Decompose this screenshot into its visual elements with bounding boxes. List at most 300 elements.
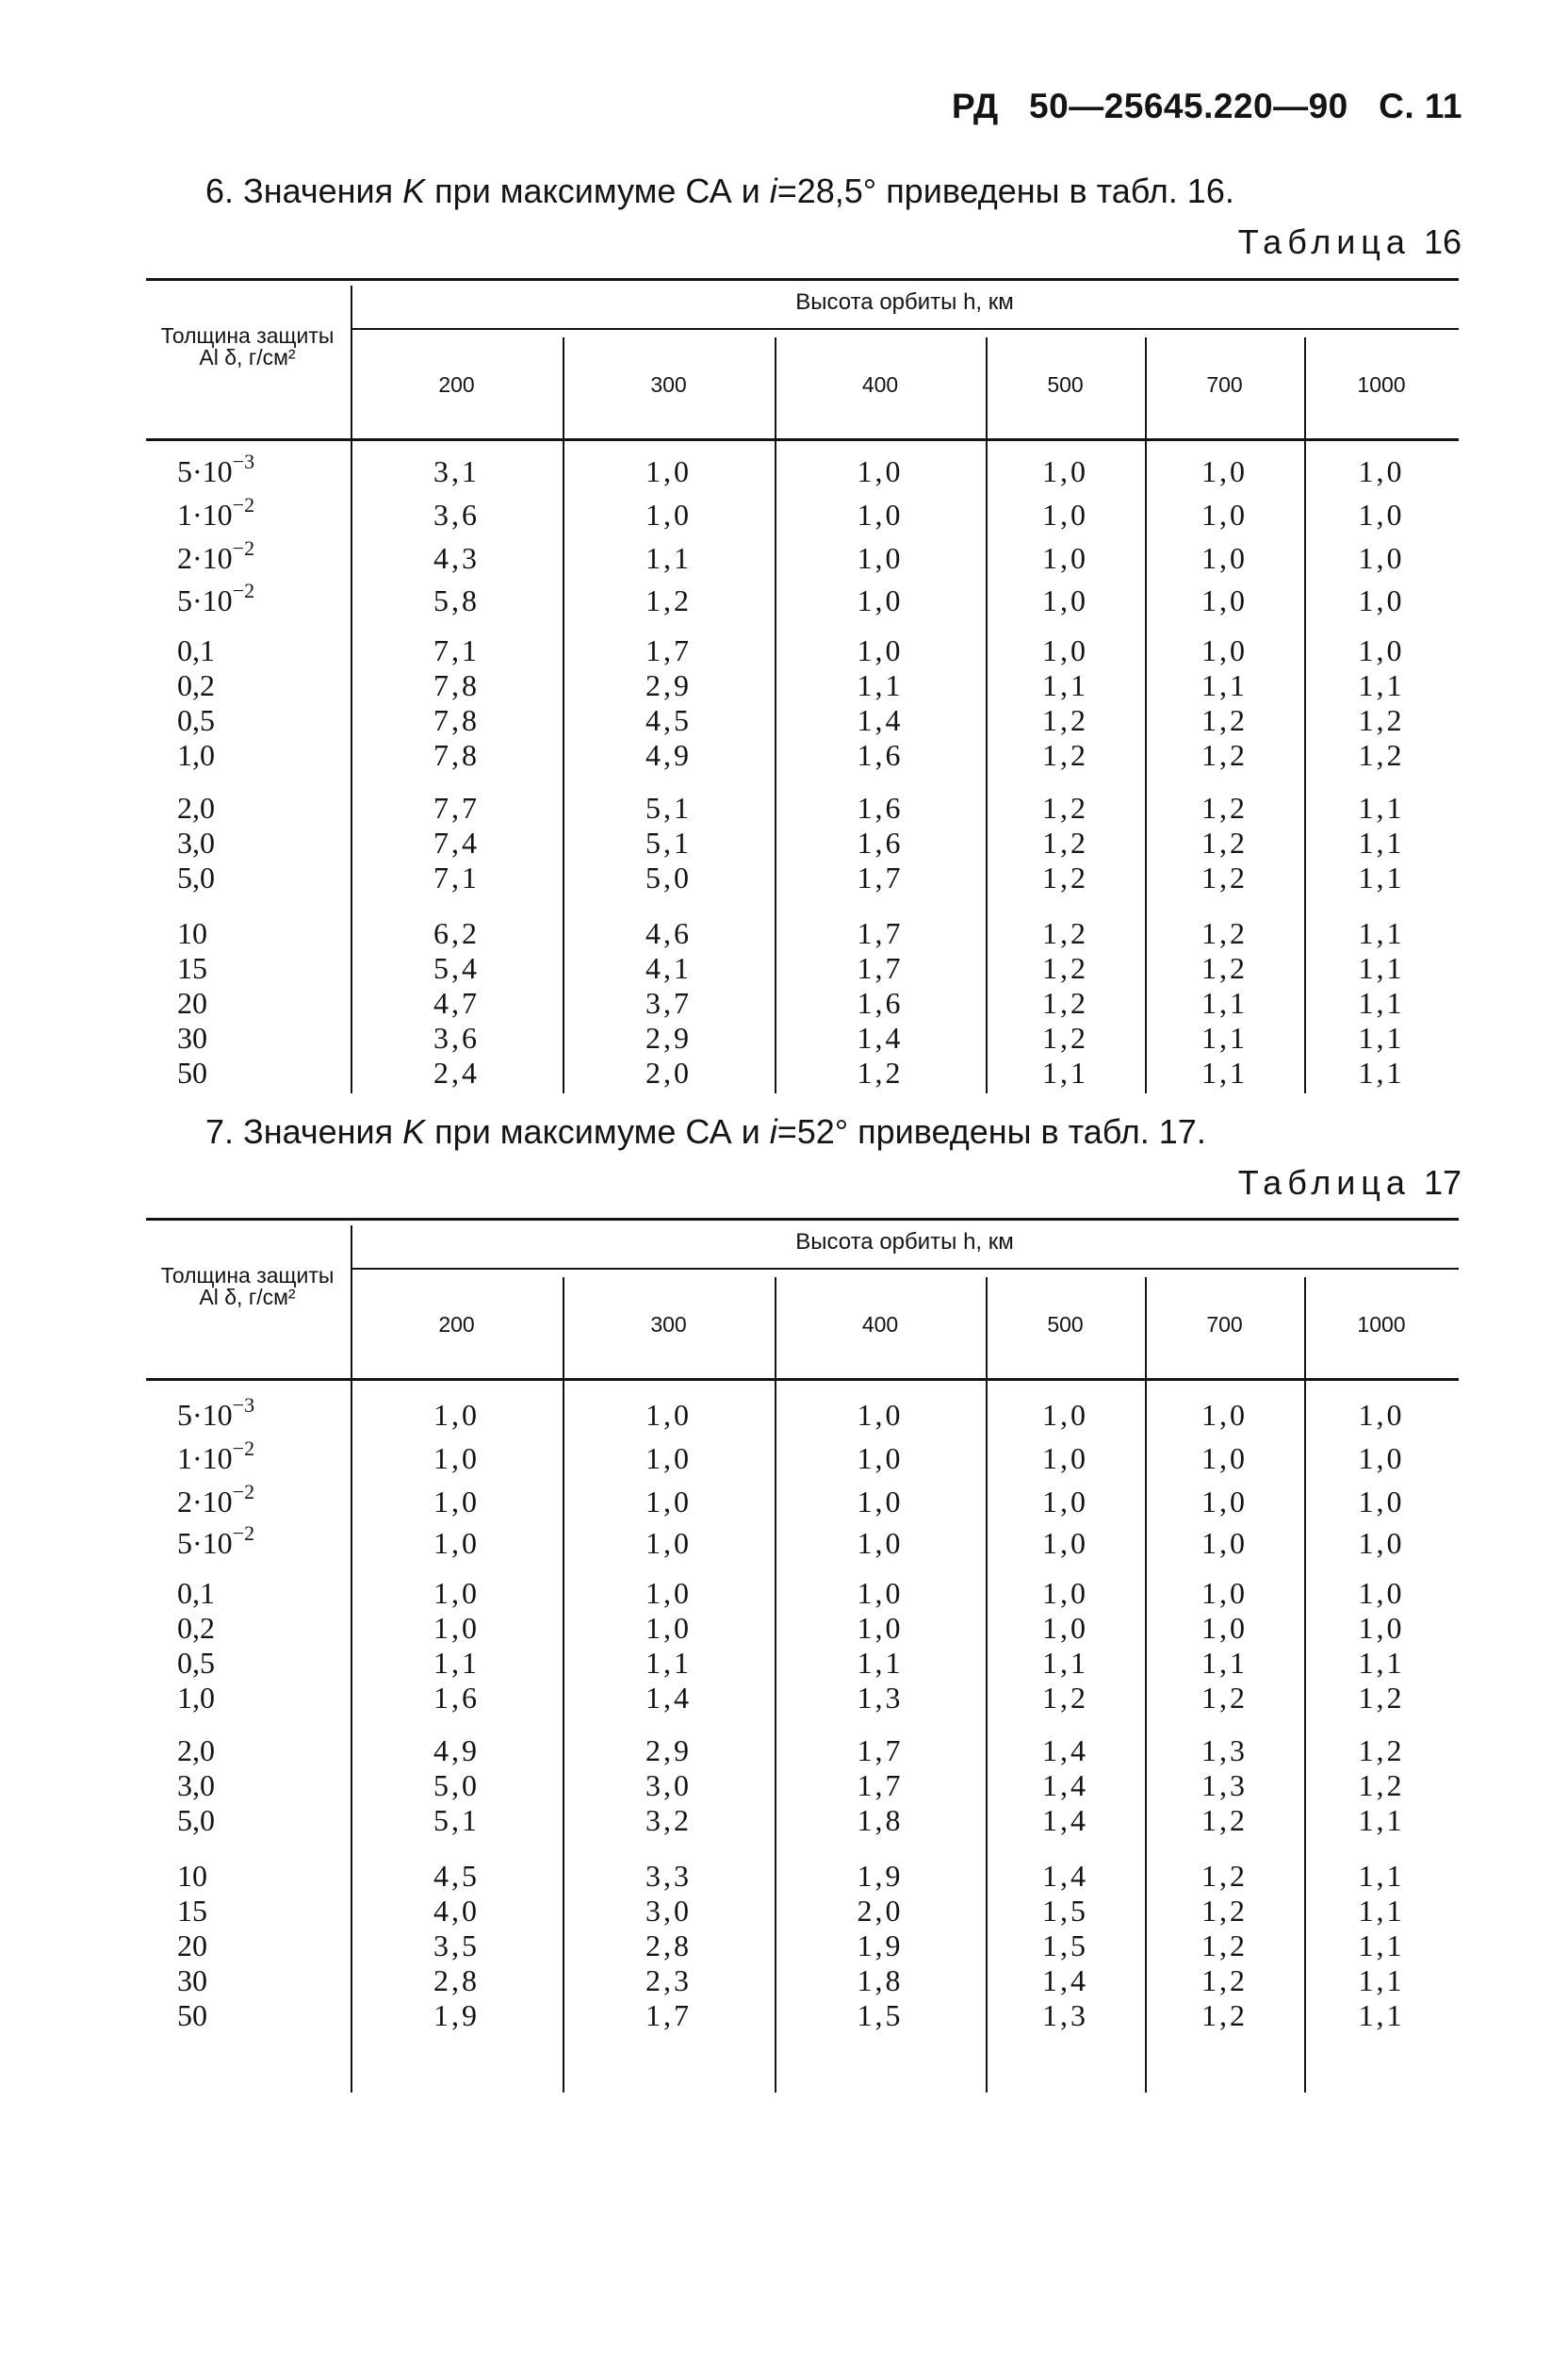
column-header: 200 — [438, 1312, 475, 1337]
table-caption — [1238, 222, 1462, 262]
table-cell: 1,0 — [433, 1441, 480, 1475]
table-cell: 1,1 — [1042, 1646, 1088, 1680]
table-cell: 1,1 — [1201, 1646, 1248, 1680]
row-label-mantissa: 15 — [177, 1894, 207, 1928]
row-label — [177, 1521, 255, 1560]
row-label-mantissa: 1·10 — [177, 1441, 233, 1475]
table-cell: 1,0 — [857, 1441, 904, 1475]
table-cell: 1,1 — [1358, 1803, 1405, 1837]
row-label-mantissa: 5·10 — [177, 1398, 233, 1432]
table-cell: 1,6 — [857, 826, 904, 860]
table-cell: 2,8 — [433, 1963, 480, 1997]
table-cell: 1,7 — [857, 916, 904, 950]
table-cell: 4,5 — [645, 703, 692, 737]
table-cell: 1,2 — [1042, 703, 1088, 737]
table-cell: 1,0 — [857, 1485, 904, 1518]
caption-word: Таблица — [1237, 222, 1411, 261]
row-label — [177, 1393, 255, 1432]
table-cell: 3,2 — [645, 1803, 692, 1837]
table-cell: 1,0 — [433, 1398, 480, 1432]
table-cell: 1,5 — [857, 1998, 904, 2032]
row-label — [177, 1768, 215, 1802]
row-label-mantissa: 5·10 — [177, 454, 233, 488]
table-cell: 2,9 — [645, 1733, 692, 1767]
table-cell: 1,2 — [1358, 703, 1405, 737]
table-cell: 1,2 — [1201, 791, 1248, 825]
table-cell: 1,4 — [1042, 1733, 1088, 1767]
table-cell: 1,0 — [1201, 1526, 1248, 1560]
table-cell: 1,0 — [1042, 541, 1088, 575]
table-cell: 1,3 — [1201, 1733, 1248, 1767]
table-cell: 1,0 — [1358, 1441, 1405, 1475]
table-top-rule — [146, 1218, 1459, 1221]
table-cell: 1,0 — [1042, 454, 1088, 488]
table-cell: 1,1 — [1358, 791, 1405, 825]
row-label-mantissa: 1,0 — [177, 1681, 215, 1715]
table-cell: 3,0 — [645, 1894, 692, 1928]
row-label-exponent: −2 — [232, 536, 255, 561]
table-cell: 1,2 — [1358, 1768, 1405, 1802]
table-cell: 1,1 — [433, 1646, 480, 1680]
table-cell: 1,0 — [433, 1485, 480, 1518]
row-label-mantissa: 0,5 — [177, 1646, 215, 1680]
table-cell: 1,7 — [645, 633, 692, 667]
table-cell: 1,1 — [1358, 1894, 1405, 1928]
row-label-mantissa: 5,0 — [177, 861, 215, 895]
paragraph-6 — [205, 172, 1234, 211]
para-suffix: =52° приведены в табл. 17. — [776, 1112, 1206, 1151]
table-cell: 4,3 — [433, 541, 480, 575]
table-cell: 5,1 — [645, 826, 692, 860]
table-cell: 5,8 — [433, 583, 480, 617]
table-cell: 1,0 — [1358, 583, 1405, 617]
table-cell: 4,9 — [433, 1733, 480, 1767]
row-label — [177, 1436, 255, 1475]
table-cell: 1,8 — [857, 1963, 904, 1997]
table-cell: 1,0 — [1201, 583, 1248, 617]
row-label — [177, 1480, 255, 1518]
row-label-mantissa: 2·10 — [177, 541, 233, 575]
row-label — [177, 1859, 207, 1893]
row-label-mantissa: 10 — [177, 916, 207, 950]
table-cell: 1,0 — [1358, 1611, 1405, 1645]
row-label-mantissa: 0,1 — [177, 633, 215, 667]
table-cell: 1,4 — [1042, 1859, 1088, 1893]
table-cell: 2,9 — [645, 1021, 692, 1055]
row-label — [177, 633, 215, 667]
row-label-mantissa: 10 — [177, 1859, 207, 1893]
column-header: 500 — [1047, 372, 1084, 397]
table-cell: 1,0 — [1201, 541, 1248, 575]
para-suffix: =28,5° приведены в табл. 16. — [776, 172, 1234, 210]
table-cell: 1,0 — [1042, 1441, 1088, 1475]
table-cell: 1,0 — [645, 498, 692, 532]
table-cell: 1,1 — [1358, 916, 1405, 950]
table-cell: 1,2 — [1042, 986, 1088, 1020]
table-cell: 1,7 — [645, 1998, 692, 2032]
column-rule — [1304, 1277, 1306, 2093]
table-cell: 7,1 — [433, 861, 480, 895]
group-header-rule — [351, 328, 1459, 330]
table-cell: 7,1 — [433, 633, 480, 667]
table-cell: 1,5 — [1042, 1929, 1088, 1962]
table-cell: 1,0 — [857, 454, 904, 488]
table-cell: 1,0 — [433, 1526, 480, 1560]
table-caption — [1238, 1163, 1462, 1203]
column-rule — [1145, 1277, 1147, 2093]
table-cell: 1,1 — [645, 1646, 692, 1680]
table-cell: 1,1 — [1201, 668, 1248, 702]
row-label-mantissa: 2·10 — [177, 1485, 233, 1518]
table-cell: 1,4 — [857, 1021, 904, 1055]
table-cell: 1,1 — [645, 541, 692, 575]
page-header: РД 50—25645.220—90 С. 11 — [952, 87, 1462, 125]
table-cell: 1,2 — [1042, 951, 1088, 985]
table-cell: 1,0 — [1358, 454, 1405, 488]
row-label-mantissa: 2,0 — [177, 791, 215, 825]
table-cell: 3,0 — [645, 1768, 692, 1802]
table-cell: 1,1 — [1201, 1021, 1248, 1055]
table-cell: 1,1 — [857, 1646, 904, 1680]
column-header: 200 — [438, 372, 475, 397]
table-cell: 1,1 — [1358, 1021, 1405, 1055]
table-cell: 3,3 — [645, 1859, 692, 1893]
table-cell: 1,1 — [1358, 1963, 1405, 1997]
row-label — [177, 861, 215, 895]
table-cell: 1,2 — [1201, 1803, 1248, 1837]
table-cell: 1,0 — [1201, 1485, 1248, 1518]
table-cell: 1,6 — [433, 1681, 480, 1715]
row-label — [177, 1056, 207, 1090]
table-cell: 1,2 — [1201, 1998, 1248, 2032]
table-cell: 1,6 — [857, 738, 904, 772]
table-cell: 1,3 — [1201, 1768, 1248, 1802]
column-rule — [563, 337, 564, 1093]
row-label — [177, 1021, 207, 1055]
table-cell: 1,0 — [433, 1611, 480, 1645]
column-header: 1000 — [1357, 372, 1406, 397]
table-cell: 1,1 — [1358, 1056, 1405, 1090]
table-cell: 1,0 — [1201, 498, 1248, 532]
var-i: i — [769, 1112, 777, 1151]
para-mid: при максимуме СА и — [425, 172, 770, 210]
row-label-exponent: −3 — [232, 1393, 255, 1418]
table-cell: 1,2 — [1042, 1021, 1088, 1055]
table-cell: 1,0 — [1201, 1441, 1248, 1475]
table-cell: 2,8 — [645, 1929, 692, 1962]
table-cell: 1,2 — [645, 583, 692, 617]
table-cell: 4,9 — [645, 738, 692, 772]
table-cell: 1,1 — [1358, 1859, 1405, 1893]
table-cell: 2,4 — [433, 1056, 480, 1090]
table-cell: 1,0 — [1201, 633, 1248, 667]
column-rule — [986, 1277, 988, 2093]
row-label-mantissa: 20 — [177, 1929, 207, 1962]
row-label-mantissa: 5·10 — [177, 583, 233, 617]
table-cell: 1,0 — [1358, 1485, 1405, 1518]
table-cell: 1,0 — [1358, 541, 1405, 575]
table-cell: 1,2 — [857, 1056, 904, 1090]
row-label-mantissa: 30 — [177, 1963, 207, 1997]
table-cell: 1,0 — [1042, 1576, 1088, 1610]
table-cell: 1,4 — [857, 703, 904, 737]
row-label-exponent: −2 — [232, 1521, 255, 1546]
table-cell: 1,0 — [1358, 1576, 1405, 1610]
row-label — [177, 916, 207, 950]
table-cell: 1,1 — [1358, 1646, 1405, 1680]
table-cell: 1,2 — [1201, 1963, 1248, 1997]
row-label — [177, 493, 255, 532]
row-label — [177, 738, 215, 772]
thickness-column-rule — [351, 1225, 352, 2093]
table-cell: 1,7 — [857, 1768, 904, 1802]
table-cell: 1,2 — [1201, 703, 1248, 737]
row-label — [177, 1963, 207, 1997]
row-label — [177, 1894, 207, 1928]
row-label-exponent: −2 — [232, 579, 255, 603]
row-label-mantissa: 0,2 — [177, 1611, 215, 1645]
thickness-header: Толщина защиты Al δ, г/см² — [160, 1263, 335, 1309]
table-cell: 4,7 — [433, 986, 480, 1020]
row-label — [177, 1733, 215, 1767]
row-label-mantissa: 3,0 — [177, 1768, 215, 1802]
column-rule — [775, 1277, 776, 2093]
table-cell: 1,2 — [1042, 738, 1088, 772]
row-label — [177, 703, 215, 737]
row-label-mantissa: 1,0 — [177, 738, 215, 772]
row-label-mantissa: 20 — [177, 986, 207, 1020]
row-label — [177, 1611, 215, 1645]
table-cell: 1,1 — [1201, 1056, 1248, 1090]
row-label-mantissa: 3,0 — [177, 826, 215, 860]
table-cell: 1,0 — [645, 1441, 692, 1475]
table-cell: 1,0 — [645, 1398, 692, 1432]
table-cell: 1,0 — [1042, 1526, 1088, 1560]
table-cell: 2,9 — [645, 668, 692, 702]
table-cell: 7,8 — [433, 738, 480, 772]
table-cell: 1,1 — [857, 668, 904, 702]
table-cell: 1,0 — [1201, 1576, 1248, 1610]
row-label — [177, 450, 255, 488]
table-cell: 1,0 — [1358, 498, 1405, 532]
table-cell: 1,4 — [1042, 1768, 1088, 1802]
table-cell: 1,2 — [1358, 738, 1405, 772]
column-header: 300 — [650, 372, 687, 397]
column-header: 700 — [1206, 1312, 1243, 1337]
table-cell: 1,1 — [1358, 1998, 1405, 2032]
table-cell: 5,4 — [433, 951, 480, 985]
table-cell: 1,2 — [1042, 861, 1088, 895]
column-header: 700 — [1206, 372, 1243, 397]
table-cell: 4,1 — [645, 951, 692, 985]
row-label-mantissa: 15 — [177, 951, 207, 985]
row-label-mantissa: 5,0 — [177, 1803, 215, 1837]
column-rule — [775, 337, 776, 1093]
table-cell: 1,2 — [1201, 1894, 1248, 1928]
table-cell: 1,0 — [1042, 633, 1088, 667]
var-k: K — [402, 1112, 426, 1151]
table-cell: 1,0 — [857, 633, 904, 667]
row-label — [177, 986, 207, 1020]
table-cell: 1,1 — [1358, 1929, 1405, 1962]
table-cell: 1,2 — [1042, 826, 1088, 860]
row-label — [177, 1998, 207, 2032]
row-label-mantissa: 5·10 — [177, 1526, 233, 1560]
row-label-mantissa: 0,5 — [177, 703, 215, 737]
row-label — [177, 791, 215, 825]
table-cell: 1,1 — [1042, 1056, 1088, 1090]
column-rule — [1304, 337, 1306, 1093]
orbit-height-header: Высота орбиты h, км — [795, 1229, 1014, 1255]
table-cell: 1,2 — [1042, 916, 1088, 950]
table-cell: 1,2 — [1201, 1681, 1248, 1715]
paragraph-7 — [205, 1112, 1206, 1152]
table-cell: 4,0 — [433, 1894, 480, 1928]
row-label — [177, 1576, 215, 1610]
table-cell: 7,8 — [433, 668, 480, 702]
table-cell: 1,0 — [1042, 1611, 1088, 1645]
table-cell: 1,1 — [1358, 668, 1405, 702]
table-cell: 7,7 — [433, 791, 480, 825]
column-header: 400 — [861, 372, 899, 397]
table-cell: 5,0 — [645, 861, 692, 895]
table-cell: 7,8 — [433, 703, 480, 737]
table-cell: 4,6 — [645, 916, 692, 950]
table-cell: 6,2 — [433, 916, 480, 950]
column-header: 500 — [1047, 1312, 1084, 1337]
row-label — [177, 1646, 215, 1680]
table-cell: 1,1 — [1358, 826, 1405, 860]
table-cell: 3,5 — [433, 1929, 480, 1962]
para-mid: при максимуме СА и — [425, 1112, 770, 1151]
row-label — [177, 951, 207, 985]
table-cell: 1,0 — [857, 541, 904, 575]
table-cell: 1,4 — [1042, 1803, 1088, 1837]
row-label-exponent: −3 — [232, 450, 255, 474]
table-cell: 2,3 — [645, 1963, 692, 1997]
row-label-mantissa: 50 — [177, 1056, 207, 1090]
row-label-exponent: −2 — [232, 493, 255, 517]
row-label-mantissa: 50 — [177, 1998, 207, 2032]
group-header-rule — [351, 1268, 1459, 1270]
para-prefix: 6. Значения — [205, 172, 403, 210]
table-cell: 5,1 — [433, 1803, 480, 1837]
column-rule — [563, 1277, 564, 2093]
table-cell: 1,0 — [1042, 1398, 1088, 1432]
table-cell: 1,0 — [645, 454, 692, 488]
table-cell: 1,0 — [1201, 454, 1248, 488]
orbit-height-header: Высота орбиты h, км — [795, 289, 1014, 315]
table-cell: 1,0 — [645, 1485, 692, 1518]
table-cell: 1,0 — [857, 498, 904, 532]
table-cell: 3,7 — [645, 986, 692, 1020]
row-label — [177, 1681, 215, 1715]
table-cell: 1,6 — [857, 791, 904, 825]
caption-word: Таблица — [1237, 1163, 1411, 1202]
table-cell: 1,0 — [1042, 583, 1088, 617]
table-cell: 1,4 — [1042, 1963, 1088, 1997]
table-cell: 1,0 — [1358, 633, 1405, 667]
table-cell: 5,1 — [645, 791, 692, 825]
row-label — [177, 1929, 207, 1962]
table-cell: 1,2 — [1042, 1681, 1088, 1715]
table-cell: 1,1 — [1358, 951, 1405, 985]
table-cell: 1,2 — [1358, 1733, 1405, 1767]
table-cell: 1,1 — [1358, 986, 1405, 1020]
column-rule — [1145, 337, 1147, 1093]
table-cell: 1,0 — [645, 1576, 692, 1610]
table-cell: 1,0 — [857, 583, 904, 617]
table-cell: 1,0 — [1201, 1611, 1248, 1645]
table-cell: 1,0 — [857, 1526, 904, 1560]
table-cell: 1,7 — [857, 1733, 904, 1767]
row-label-exponent: −2 — [232, 1436, 255, 1461]
para-prefix: 7. Значения — [205, 1112, 403, 1151]
table-cell: 1,0 — [645, 1611, 692, 1645]
table-cell: 3,6 — [433, 498, 480, 532]
var-k: K — [402, 172, 426, 210]
row-label-exponent: −2 — [232, 1480, 255, 1504]
table-cell: 3,1 — [433, 454, 480, 488]
table-cell: 1,5 — [1042, 1894, 1088, 1928]
header-bottom-rule — [146, 1378, 1459, 1381]
column-header: 300 — [650, 1312, 687, 1337]
var-i: i — [769, 172, 777, 210]
table-cell: 1,2 — [1201, 951, 1248, 985]
table-cell: 1,2 — [1358, 1681, 1405, 1715]
table-cell: 1,0 — [857, 1611, 904, 1645]
table-cell: 1,0 — [1358, 1398, 1405, 1432]
thickness-column-rule — [351, 286, 352, 1093]
table-cell: 2,0 — [857, 1894, 904, 1928]
row-label — [177, 536, 255, 575]
row-label — [177, 1803, 215, 1837]
table-cell: 5,0 — [433, 1768, 480, 1802]
table-cell: 1,0 — [857, 1576, 904, 1610]
table-cell: 1,6 — [857, 986, 904, 1020]
table-cell: 1,1 — [1358, 861, 1405, 895]
table-cell: 1,7 — [857, 861, 904, 895]
table-cell: 1,2 — [1042, 791, 1088, 825]
row-label-mantissa: 0,1 — [177, 1576, 215, 1610]
table-cell: 1,3 — [1042, 1998, 1088, 2032]
table-cell: 1,1 — [1201, 986, 1248, 1020]
table-cell: 3,6 — [433, 1021, 480, 1055]
table-cell: 1,2 — [1201, 738, 1248, 772]
table-cell: 1,2 — [1201, 916, 1248, 950]
row-label — [177, 826, 215, 860]
table-cell: 1,0 — [1042, 1485, 1088, 1518]
row-label-mantissa: 1·10 — [177, 498, 233, 532]
table-cell: 1,3 — [857, 1681, 904, 1715]
caption-number: 17 — [1423, 1163, 1462, 1202]
column-header: 400 — [861, 1312, 899, 1337]
caption-number: 16 — [1423, 222, 1462, 261]
table-cell: 1,1 — [1042, 668, 1088, 702]
header-bottom-rule — [146, 438, 1459, 441]
table-cell: 1,0 — [433, 1576, 480, 1610]
row-label-mantissa: 2,0 — [177, 1733, 215, 1767]
table-cell: 1,0 — [1358, 1526, 1405, 1560]
table-cell: 1,4 — [645, 1681, 692, 1715]
table-cell: 1,9 — [857, 1929, 904, 1962]
row-label-mantissa: 30 — [177, 1021, 207, 1055]
row-label-mantissa: 0,2 — [177, 668, 215, 702]
table-cell: 1,2 — [1201, 1859, 1248, 1893]
table-cell: 1,2 — [1201, 1929, 1248, 1962]
row-label — [177, 579, 255, 617]
table-cell: 1,0 — [1042, 498, 1088, 532]
